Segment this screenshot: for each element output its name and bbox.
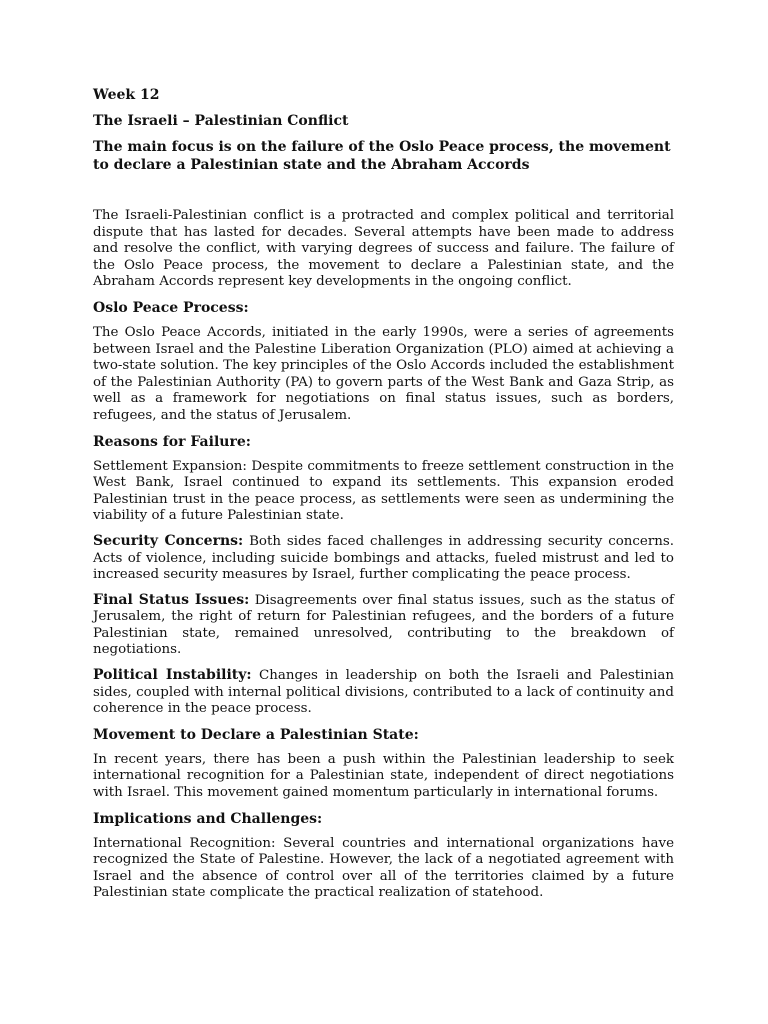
document-title: The Israeli – Palestinian Conflict: [93, 113, 349, 129]
political-text: Changes in leadership on both the Israeli and Palestinian sides, coupled with internal political divisions, contributed to a lack of continuity and coherence in the peace process.: [93, 668, 674, 717]
recognition-paragraph: International Recognition: Several countries and international organizations have recognized the State of Palestine. However, the lack of a negotiated agreement with Israel and the absence of control over all of the territories claimed by a future Palestinian state complicate the practical realization of statehood.: [93, 835, 674, 901]
settlement-paragraph: Settlement Expansion: Despite commitments to freeze settlement construction in the West Bank, Israel continued to expand its settlements. This expansion eroded Palestinian trust in the peace process, as settlements were seen as undermining the viability of a future Palestinian state.: [93, 458, 674, 524]
week-label: Week 12: [93, 87, 160, 103]
reasons-heading: Reasons for Failure:: [93, 433, 251, 450]
security-paragraph: [93, 533, 674, 584]
movement-paragraph: In recent years, there has been a push within the Palestinian leadership to seek international recognition for a Palestinian state, independent of direct negotiations with Israel. This movement gained momentum particularly in international forums.: [93, 751, 674, 801]
political-lead: Political Instability:: [93, 667, 252, 684]
final-status-text: Disagreements over final status issues, such as the status of Jerusalem, the right of return for Palestinian refugees, and the borders of a future Palestinian state, remained unresolved, contributing to the breakdown of negotiations.: [93, 592, 675, 658]
focus-statement: The main focus is on the failure of the Oslo Peace process, the movement to declare a Palestinian state and the Abraham Accords: [93, 139, 671, 173]
political-paragraph: [93, 667, 674, 718]
final-status-paragraph: [93, 592, 674, 659]
security-text: Both sides faced challenges in addressing security concerns. Acts of violence, including suicide bombings and attacks, fueled mistrust and led to increased security measures by Israel, further complicating the peace process.: [93, 533, 674, 583]
implications-heading: Implications and Challenges:: [93, 810, 323, 827]
final-status-lead: Final Status Issues:: [93, 591, 250, 608]
intro-paragraph: The Israeli-Palestinian conflict is a protracted and complex political and territorial dispute that has lasted for decades. Several attempts have been made to address and resolve the conflict, with varying degrees of success and failure. The failure of the Oslo Peace process, the movement to declare a Palestinian state, and the Abraham Accords represent key developments in the ongoing conflict.: [93, 208, 674, 290]
oslo-heading: Oslo Peace Process:: [93, 299, 249, 316]
document-page: [93, 86, 674, 910]
security-lead: Security Concerns:: [93, 532, 244, 549]
oslo-paragraph: The Oslo Peace Accords, initiated in the early 1990s, were a series of agreements between Israel and the Palestine Liberation Organization (PLO) aimed at achieving a two-state solution. The key principles of the Oslo Accords included the establishment of the Palestinian Authority (PA) to govern parts of the West Bank and Gaza Strip, as well as a framework for negotiations on final status issues, such as borders, refugees, and the status of Jerusalem.: [93, 324, 674, 423]
movement-heading: Movement to Declare a Palestinian State:: [93, 726, 419, 743]
